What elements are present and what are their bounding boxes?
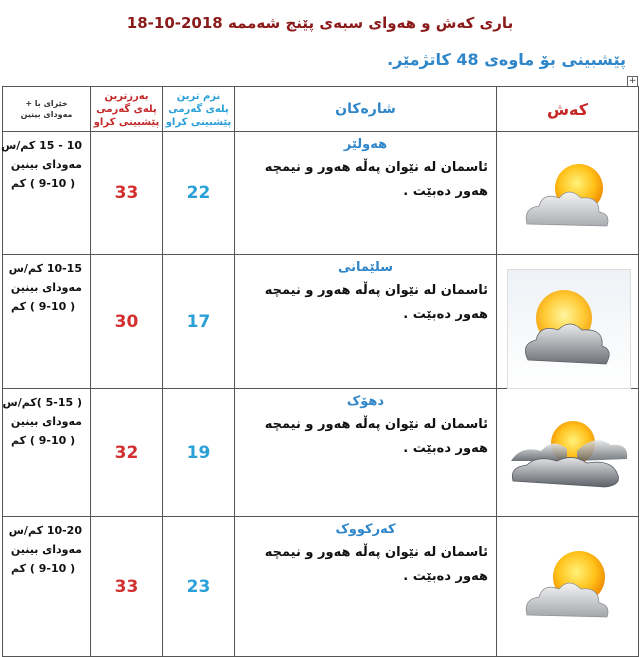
sun-behind-cloud-icon [507, 411, 631, 491]
city-forecast-cell [235, 389, 497, 517]
header-max-temp: بەرزترین پلەی گەرمی پێشبینی کراو [91, 87, 163, 132]
sun-behind-cloud-icon [519, 543, 619, 627]
sun-behind-cloud-icon [519, 156, 619, 236]
forecast-table [2, 86, 639, 657]
table-row [3, 255, 639, 389]
max-temp-value: 32 [91, 389, 163, 517]
city-forecast-cell [235, 517, 497, 657]
min-temp-value: 17 [163, 255, 235, 389]
weather-image-cell [497, 389, 639, 517]
sun-behind-cloud-icon [518, 284, 618, 372]
forecast-subtitle: پێشبینی بۆ ماوەی 48 کاتژمێر. [387, 50, 626, 69]
header-cities: شارەکان [235, 87, 497, 132]
table-header-row [3, 87, 639, 132]
min-temp-value: 22 [163, 132, 235, 255]
wind-visibility-cell: 10 - 15 کم/س مەودای بینین ( 9-10 ) کم [3, 132, 91, 255]
city-name: هەولێر [343, 137, 388, 152]
min-temp-value: 19 [163, 389, 235, 517]
city-name: دهۆک [346, 394, 385, 409]
weather-image-cell [497, 255, 639, 389]
min-temp-value: 23 [163, 517, 235, 657]
forecast-description: ئاسمان لە نێوان پەڵە هەور و نیمچە هەور دەبێت . [264, 160, 488, 199]
table-row [3, 389, 639, 517]
max-temp-value: 30 [91, 255, 163, 389]
forecast-description: ئاسمان لە نێوان پەڵە هەور و نیمچە هەور دەبێت . [264, 417, 488, 456]
wind-visibility-cell: 10-20 کم/س مەودای بینین ( 9-10 ) کم [3, 517, 91, 657]
weather-photo-frame [507, 269, 631, 389]
city-name: کەرکووک [335, 522, 396, 537]
wind-visibility-cell: ( 5-15 )کم/س مەودای بینین ( 9-10 ) کم [3, 389, 91, 517]
wind-visibility-cell: 10-15 کم/س مەودای بینین ( 9-10 ) کم [3, 255, 91, 389]
header-wind: خێرای با + مەودای بینین [3, 87, 91, 132]
table-expand-handle[interactable]: + [628, 76, 637, 86]
forecast-description: ئاسمان لە نێوان پەڵە هەور و نیمچە هەور دەبێت . [264, 545, 488, 584]
city-forecast-cell [235, 255, 497, 389]
header-weather: کەش [497, 87, 639, 132]
max-temp-value: 33 [91, 517, 163, 657]
table-row [3, 132, 639, 255]
page-title: باری کەش و هەوای سبەی پێنج شەممە 2018-10-18 [126, 14, 514, 32]
weather-image-cell [497, 132, 639, 255]
forecast-description: ئاسمان لە نێوان پەڵە هەور و نیمچە هەور دەبێت . [264, 283, 488, 322]
city-forecast-cell [235, 132, 497, 255]
city-name: سلێمانی [337, 260, 394, 275]
max-temp-value: 33 [91, 132, 163, 255]
header-min-temp: نزم ترین پلەی گەرمی پێشبینی کراو [163, 87, 235, 132]
table-row [3, 517, 639, 657]
weather-image-cell [497, 517, 639, 657]
